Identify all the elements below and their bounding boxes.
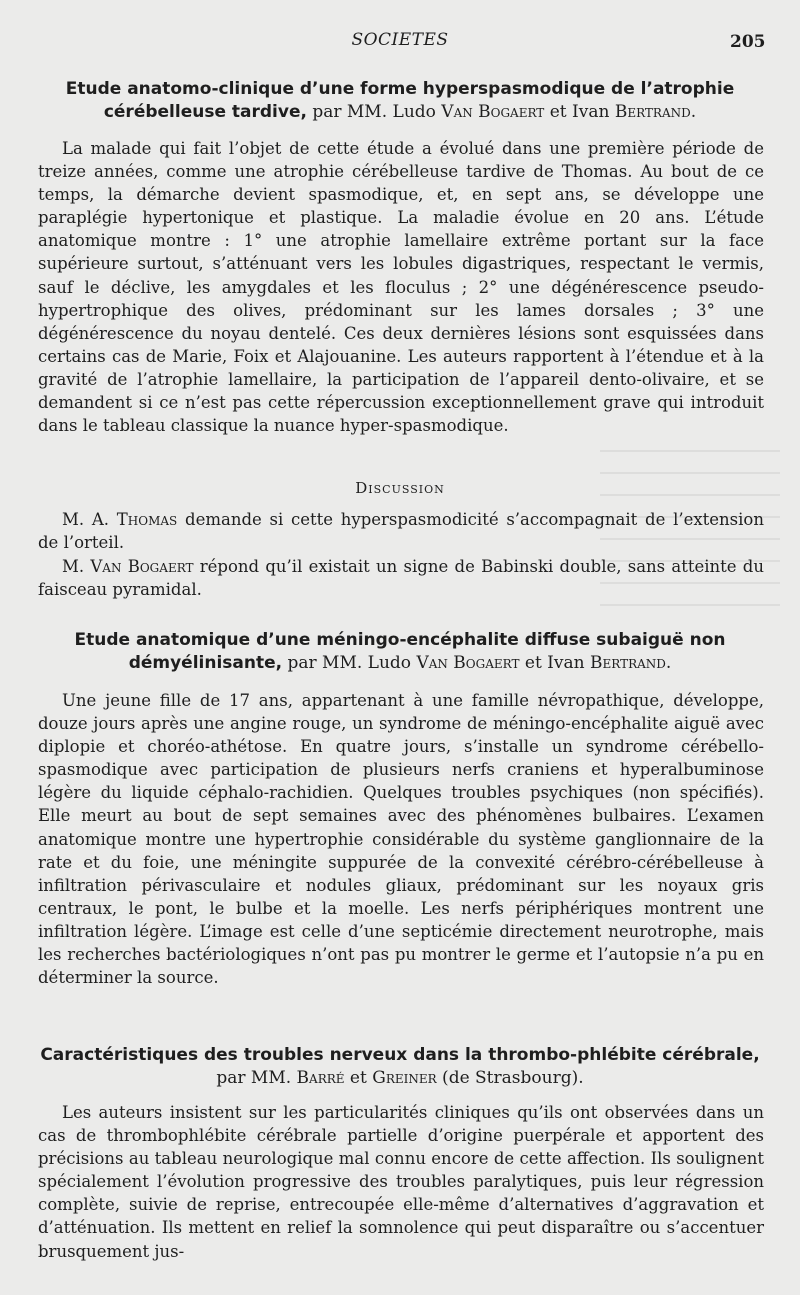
article-3-body: Les auteurs insistent sur les particularités cliniques qu’ils ont observées dans un cas de thrombophlébite cérébrale partielle d’origine puerpérale et apportent des précisions au tableau neurologique mal connu encore de cette affection. Ils soulignent spécialement l’évolution progressive des troubles paralytiques, puis leur régression complète, suivie de reprise, entrecoupée elle-même d’alternatives d’aggravation et d’atténuation. Ils mettent en relief la somnolence qui peut disparaître ou s’accentuer brusquement jus- (38, 1103, 764, 1261)
article-1-author-2: Bertrand (614, 102, 691, 122)
article-1-body: La malade qui fait l’objet de cette étude a évolué dans une première période de treize années, comme une atrophie cérébelleuse tardive de Thomas. Au bout de ce temps, la démarche devient spasmodique, et, en sept ans, se développe une paraplégie hypertonique et plastique. La maladie évolue en 20 ans. L’étude anatomique montre : 1° une atrophie lamellaire extrême portant sur la face supérieure surtout, s’atténuant vers les lobules digastriques, respectant le vermis, sauf le déclive, les amygdales et les floculus ; 2° une dégénérescence pseudo-hypertrophique des olives, prédominant sur les lames dorsales ; 3° une dégénérescence du noyau dentelé. Ces deux dernières lésions sont esquissées dans certains cas de Marie, Foix et Alajouanine. Les auteurs rapportent à l’étendue et à la gravité de l’atrophie lamellaire, la participation de l’appareil dento-olivaire, et se demandent si ce n’est pas cette répercussion exceptionnellement grave qui introduit dans le tableau classique la nuance hyper-spasmodique. (38, 139, 764, 436)
article-2-body: Une jeune fille de 17 ans, appartenant à une famille névropathique, développe, douze jours après une angine rouge, un syndrome de méningo-encéphalite aiguë avec diplopie et choréo-athétose. En quatre jours, s’installe un syndrome cérébello-spasmodique avec participation de plusieurs nerfs craniens et hyperalbuminose légère du liquide céphalo-rachidien. Quelques troubles psychiques (non spécifiés). Elle meurt au bout de sept semaines avec des phénomènes bulbaires. L’examen anatomique montre une hypertrophie considérable du système ganglionnaire de la rate et du foie, une méningite suppurée de la convexité cérébro-cérébelleuse à infiltration périvasculaire et nodules gliaux, prédominant sur les noyaux gris centraux, le pont, le bulbe et la moelle. Les nerfs périphériques montrent une infiltration légère. L’image est celle d’une septicémie directement neurotrophe, mais les recherches bactériologiques n’ont pas pu montrer le germe et l’autopsie n’a pu en déterminer la source. (38, 691, 764, 988)
article-3-author-1: Barré (296, 1068, 345, 1088)
article-3-author-2: Greiner (372, 1068, 437, 1088)
article-2-author-2: Bertrand (590, 653, 666, 673)
article-3-title-text: Caractéristiques des troubles nerveux dans la thrombo-phlébite cérébrale, (40, 1045, 760, 1065)
discussion-2-name: Van Bogaert (90, 557, 194, 576)
article-3-title (36, 1044, 764, 1090)
article-3-byline-prefix: par MM. (216, 1068, 297, 1088)
article-2-byline-prefix: par MM. Ludo (282, 653, 417, 673)
article-1-byline-join: et Ivan (544, 102, 615, 122)
article-1-title-text: Etude anatomo-clinique d’une forme hyperspasmodique de l’atrophie cérébelleuse tardive, (65, 79, 735, 122)
discussion-2-text: répond qu’il existait un signe de Babinski double, sans atteinte du faisceau pyramidal. (38, 557, 764, 600)
discussion-2-prefix: M. (62, 557, 91, 576)
page-number: 205 (730, 32, 766, 52)
discussion-paragraph-2 (38, 555, 764, 601)
article-1-byline-prefix: par MM. Ludo (306, 102, 442, 122)
article-3-byline-join: et (344, 1068, 373, 1088)
discussion-1-text: demande si cette hyperspasmodicité s’accompagnait de l’extension de l’orteil. (38, 510, 764, 553)
article-3-byline-end: (de Strasbourg). (436, 1068, 584, 1088)
discussion-heading: Discussion (355, 479, 445, 497)
article-2-title-text: Etude anatomique d’une méningo-encéphalite diffuse subaiguë non démyélinisante, (74, 630, 726, 673)
article-1-author-1: Van Bogaert (441, 102, 545, 122)
article-1-byline-end: . (690, 102, 697, 122)
article-2-title (36, 629, 764, 675)
article-2-author-1: Van Bogaert (416, 653, 520, 673)
discussion-1-name: Thomas (116, 510, 178, 529)
running-title: SOCIETES (351, 30, 449, 50)
discussion-1-prefix: M. A. (62, 510, 117, 529)
article-1-title (36, 78, 764, 124)
article-2-byline-join: et Ivan (519, 653, 590, 673)
article-2-byline-end: . (665, 653, 672, 673)
discussion-paragraph-1 (38, 508, 764, 554)
